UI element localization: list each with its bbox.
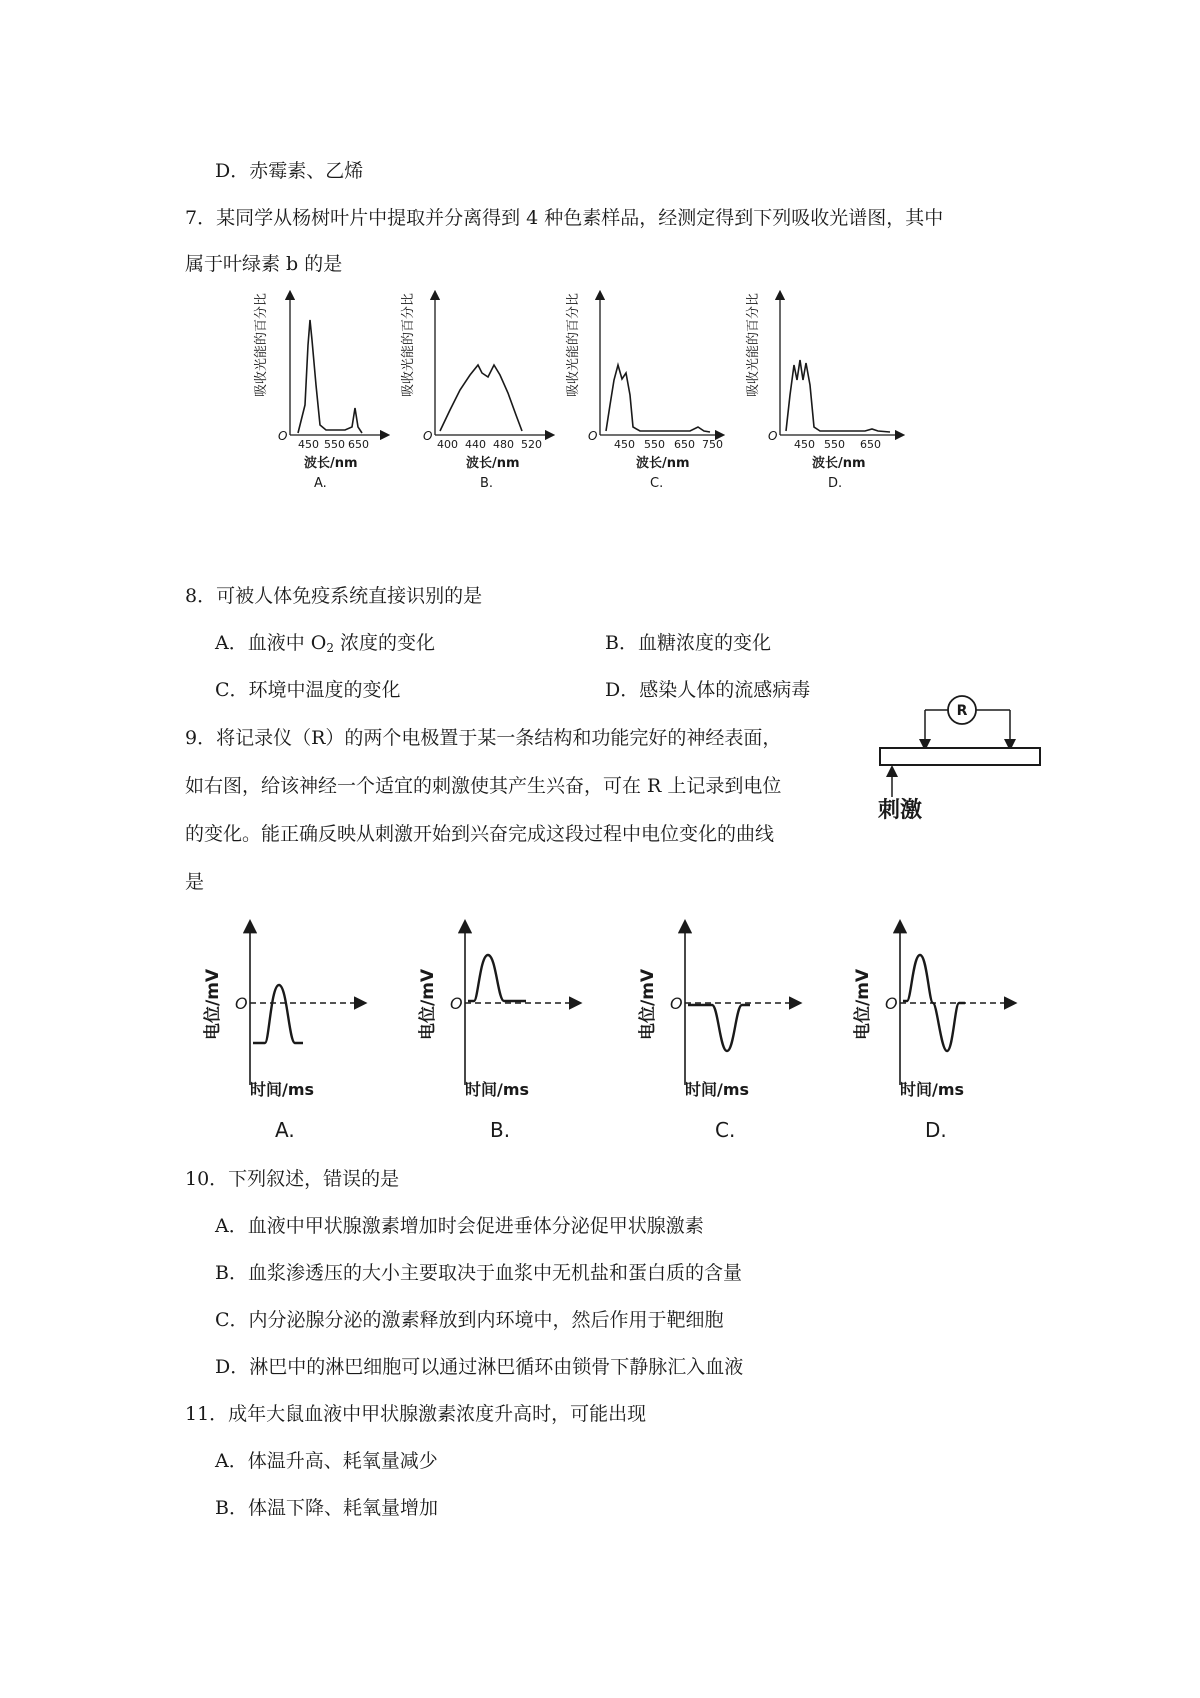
q7-chart-d-origin: O <box>768 429 778 443</box>
q6-option-d: D．赤霉素、乙烯 <box>215 160 364 182</box>
q8-option-a-sub: 2 <box>326 641 334 655</box>
q9-chart-b-origin: O <box>450 994 463 1013</box>
q9-chart-c-origin: O <box>670 994 683 1013</box>
q9-curve-c <box>688 1005 750 1051</box>
q9-device-label: R <box>956 703 968 719</box>
q9-stem-line4: 是 <box>185 871 205 893</box>
q11-option-a: A．体温升高、耗氧量减少 <box>215 1450 438 1472</box>
q7-chart-b-ylabel: 吸收光能的百分比 <box>401 292 416 397</box>
q7-chart-c-label: C. <box>650 476 664 491</box>
q7-chart-c-origin: O <box>588 429 598 443</box>
q8-option-a-pre: A．血液中 O <box>215 632 327 654</box>
q9-stem-line1: 9．将记录仪（R）的两个电极置于某一条结构和功能完好的神经表面， <box>185 727 782 749</box>
q7-chart-a-tick-1: 450 <box>298 438 319 451</box>
q7-chart-a-tick-2: 550 <box>324 438 345 451</box>
q9-chart-a-origin: O <box>235 994 248 1013</box>
q9-chart-b-xlabel: 时间/ms <box>465 1080 530 1099</box>
q9-recorder-diagram <box>870 685 1050 825</box>
q9-chart-d-origin: O <box>885 994 898 1013</box>
q9-chart-c-ylabel: 电位/mV <box>638 968 658 1040</box>
q11-option-b: B．体温下降、耗氧量增加 <box>215 1497 438 1519</box>
q9-chart-c <box>637 927 795 1142</box>
q9-curve-b <box>468 955 526 1001</box>
q11-stem: 11．成年大鼠血液中甲状腺激素浓度升高时，可能出现 <box>185 1403 647 1425</box>
q9-chart-c-label: C. <box>715 1118 736 1142</box>
q7-curve-b <box>440 365 522 431</box>
q7-chart-a-xlabel: 波长/nm <box>304 456 358 471</box>
q9-chart-c-xlabel: 时间/ms <box>685 1080 750 1099</box>
q7-chart-b-label: B. <box>480 476 494 491</box>
q7-stem-line2: 属于叶绿素 b 的是 <box>185 253 343 275</box>
q8-option-c: C．环境中温度的变化 <box>215 679 401 701</box>
q9-potential-figures <box>195 915 1065 1155</box>
q9-stem-line2: 如右图，给该神经一个适宜的刺激使其产生兴奋，可在 R 上记录到电位 <box>185 775 782 797</box>
q7-chart-c-tick-2: 550 <box>644 438 665 451</box>
q9-stem-line3: 的变化。能正确反映从刺激开始到兴奋完成这段过程中电位变化的曲线 <box>185 823 775 845</box>
q7-chart-d-ylabel: 吸收光能的百分比 <box>746 292 761 397</box>
q7-chart-a-ylabel: 吸收光能的百分比 <box>254 292 269 397</box>
q8-option-a <box>215 630 435 661</box>
q7-chart-a-label: A. <box>314 476 327 491</box>
q7-chart-c-xlabel: 波长/nm <box>636 456 690 471</box>
q9-chart-a-xlabel: 时间/ms <box>250 1080 315 1099</box>
q7-chart-d-tick-1: 450 <box>794 438 815 451</box>
q7-stem-line1: 7．某同学从杨树叶片中提取并分离得到 4 种色素样品，经测定得到下列吸收光谱图，其中 <box>185 207 944 229</box>
q7-chart-b-tick-2: 440 <box>465 438 486 451</box>
q9-curve-a <box>253 985 303 1043</box>
q7-chart-b-xlabel: 波长/nm <box>466 456 520 471</box>
q7-chart-c-tick-3: 650 <box>674 438 695 451</box>
q9-chart-a <box>202 927 360 1142</box>
q8-stem: 8．可被人体免疫系统直接识别的是 <box>185 585 483 607</box>
q9-chart-b-label: B. <box>490 1118 511 1142</box>
q7-chart-a <box>253 293 385 491</box>
q7-chart-b-tick-1: 400 <box>437 438 458 451</box>
q7-chart-c <box>565 293 723 491</box>
q10-stem: 10．下列叙述，错误的是 <box>185 1168 400 1190</box>
q7-curve-d <box>786 360 890 432</box>
q8-option-a-post: 浓度的变化 <box>333 632 436 654</box>
q7-chart-b-origin: O <box>423 429 433 443</box>
q7-chart-a-origin: O <box>278 429 288 443</box>
q7-chart-d-tick-3: 650 <box>860 438 881 451</box>
q9-chart-a-label: A. <box>275 1118 295 1142</box>
q7-chart-d <box>745 293 900 491</box>
q9-chart-b-ylabel: 电位/mV <box>418 968 438 1040</box>
q7-curve-a <box>298 320 362 433</box>
q7-chart-d-label: D. <box>828 476 843 491</box>
q9-chart-a-ylabel: 电位/mV <box>203 968 223 1040</box>
q10-option-b: B．血浆渗透压的大小主要取决于血浆中无机盐和蛋白质的含量 <box>215 1262 742 1284</box>
nerve-fiber <box>880 748 1040 765</box>
q7-chart-c-ylabel: 吸收光能的百分比 <box>566 292 581 397</box>
q9-chart-d-label: D. <box>925 1118 947 1142</box>
q8-option-d: D．感染人体的流感病毒 <box>605 679 811 701</box>
q7-chart-a-tick-3: 650 <box>348 438 369 451</box>
q7-chart-c-tick-1: 450 <box>614 438 635 451</box>
q7-chart-c-tick-4: 750 <box>702 438 723 451</box>
q7-chart-b <box>400 293 550 491</box>
q8-option-b: B．血糖浓度的变化 <box>605 632 771 654</box>
q10-option-c: C．内分泌腺分泌的激素释放到内环境中，然后作用于靶细胞 <box>215 1309 724 1331</box>
q7-curve-c <box>606 365 710 432</box>
q9-chart-b <box>417 927 575 1142</box>
q9-chart-d-ylabel: 电位/mV <box>853 968 873 1040</box>
q7-chart-d-tick-2: 550 <box>824 438 845 451</box>
q9-chart-d-xlabel: 时间/ms <box>900 1080 965 1099</box>
q10-option-d: D．淋巴中的淋巴细胞可以通过淋巴循环由锁骨下静脉汇入血液 <box>215 1356 744 1378</box>
q7-spectrum-figures <box>250 285 950 500</box>
q10-option-a: A．血液中甲状腺激素增加时会促进垂体分泌促甲状腺激素 <box>215 1215 704 1237</box>
q7-chart-b-tick-4: 520 <box>521 438 542 451</box>
q7-chart-b-tick-3: 480 <box>493 438 514 451</box>
q9-chart-d <box>852 927 1010 1142</box>
q9-stimulus-label: 刺激 <box>878 798 923 823</box>
q7-chart-d-xlabel: 波长/nm <box>812 456 866 471</box>
